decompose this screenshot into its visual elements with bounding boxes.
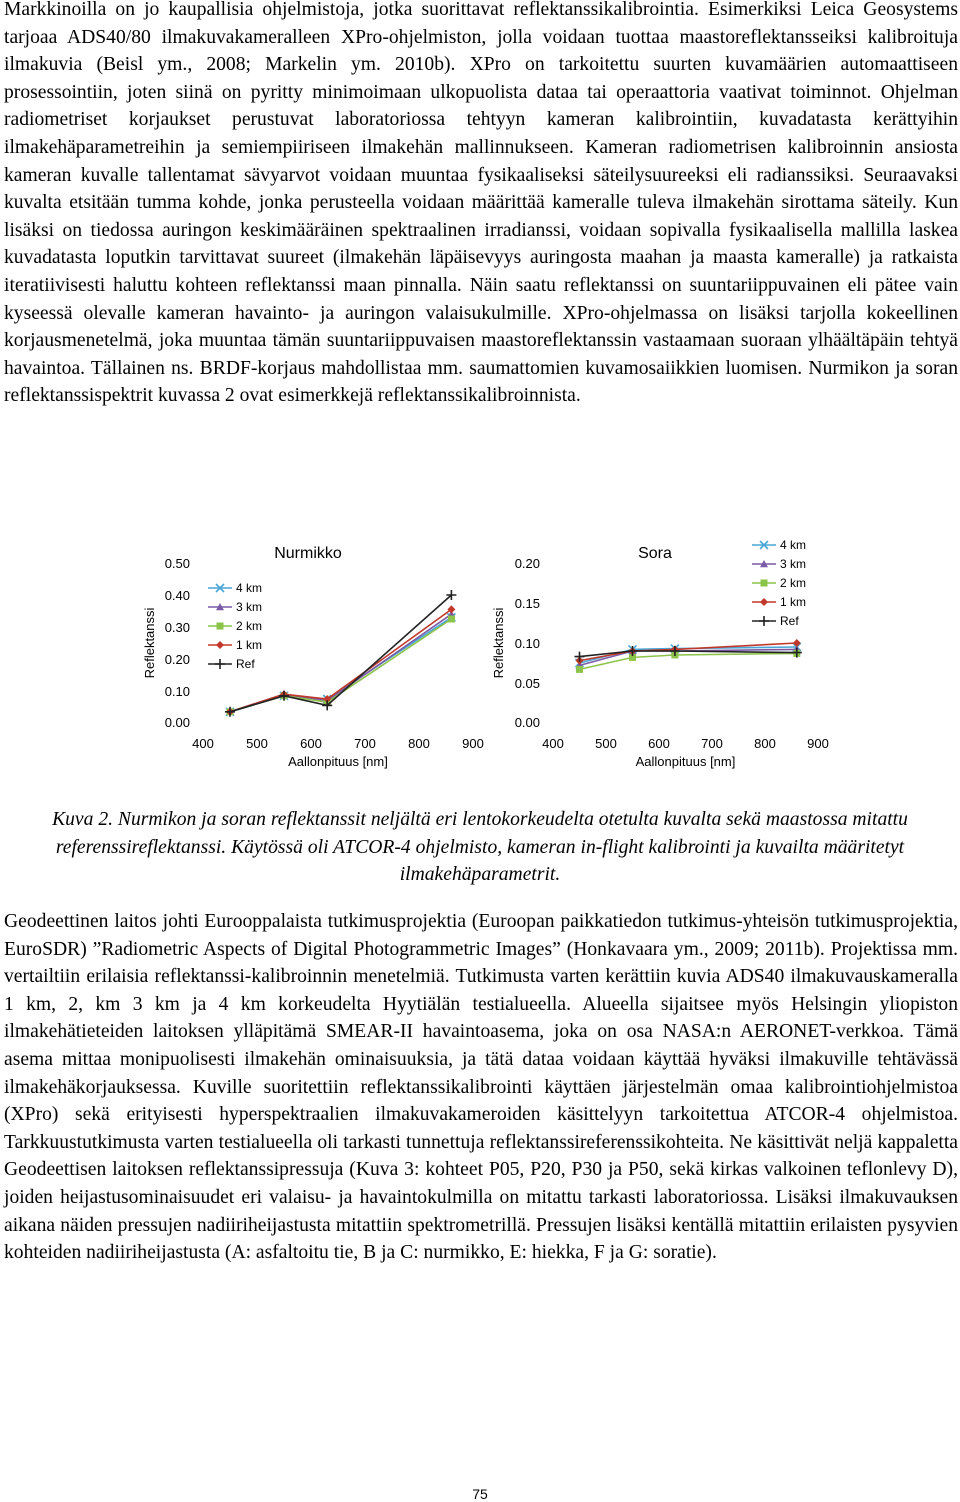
x-tick-label: 600: [300, 736, 322, 751]
chart-sora: [491, 538, 829, 769]
y-tick-label: 0.10: [514, 636, 540, 651]
legend-marker: [761, 580, 768, 587]
figure-2: [0, 528, 960, 778]
chart-title: Nurmikko: [274, 545, 342, 562]
paragraph-eurosdr: Geodeettinen laitos johti Eurooppalaista tutkimusprojektia (Euroopan paikkatiedon tutkimus-yhteisön tutkimusprojektia, EuroSDR) ”Radiometric Aspects of Digital Photogrammetric Images” (Honkavaara ym., 2009; 2011b). Projektissa mm. vertailtiin erilaisia reflektanssi-kalibroinnin menetelmiä. Tutkimusta varten kerättiin kuvia ADS40 ilmakuvauskameralla 1 km, 2, km 3 km ja 4 km korkeudelta Hyytiälän testialueella. Alueella sijaitsee myös Helsingin yliopiston ilmakehätieteiden laitoksen ylläpitämä SMEAR-II havaintoasema, joka on osa NASA:n AERONET-verkkoa. Tämä asema mittaa monipuolisesti ilmakehän ominaisuuksia, ja tätä dataa voidaan käyttää hyväksi ilmakuville tehtävässä ilmakehäkorjauksessa. Kuville suoritettiin reflektanssikalibrointi käyttäen järjestelmän omaa kalibrointiohjelmistoa (XPro) sekä erityisesti hyperspektraalien ilmakuvakameroiden käsittelyyn tarkoitettua ATCOR-4 ohjelmistoa. Tarkkuustutkimusta varten testialueella oli tarkasti tunnettuja reflektanssireferenssikohteita. Ne käsittivät neljä kappaletta Geodeettisen laitoksen reflektanssipressuja (Kuva 3: kohteet P05, P20, P30 ja P50, sekä kirkas valkoinen teflonlevy D), joiden heijastusominaisuudet eri valaisu- ja havaintokulmilla on mitattu tarkasti laboratoriossa. Lisäksi ilmakuvauksen aikana näiden pressujen nadiiriheijastusta mitattiin spektrometrillä. Pressujen lisäksi kentällä mitattiin erilaisten pysyvien kohteiden nadiiriheijastusta (A: asfaltoitu tie, B ja C: nurmikko, E: hiekka, F ja G: soratie).: [4, 911, 958, 1264]
series-line: [230, 614, 451, 712]
legend-entry: 3 km: [236, 600, 263, 614]
figure-caption: Kuva 2. Nurmikon ja soran reflektanssit neljältä eri lentokorkeudelta otetulta kuvalta sekä maastossa mitattu referenssireflektanssi. Käytössä oli ATCOR-4 ohjelmisto, kameran in-flight kalibrointi ja kuvailta määritetyt ilmakehäparametrit.: [52, 809, 908, 886]
x-axis-label: Aallonpituus [nm]: [288, 754, 388, 769]
y-axis-label: Reflektanssi: [491, 607, 506, 679]
y-tick-label: 0.30: [164, 620, 190, 635]
legend-marker: [759, 616, 769, 626]
legend-entry: 2 km: [236, 619, 263, 633]
x-tick-label: 900: [462, 736, 484, 751]
y-axis-label: Reflektanssi: [142, 607, 157, 679]
legend-marker: [216, 641, 224, 649]
legend-marker: [217, 623, 224, 630]
x-tick-label: 700: [701, 736, 723, 751]
x-tick-label: 800: [408, 736, 430, 751]
legend-marker: [760, 598, 768, 606]
legend-entry: 2 km: [780, 576, 807, 590]
x-axis-label: Aallonpituus [nm]: [635, 754, 736, 769]
x-tick-label: 500: [246, 736, 268, 751]
legend-entry: Ref: [236, 657, 255, 671]
figure-2-charts: [0, 528, 960, 778]
y-tick-label: 0.05: [514, 676, 540, 691]
x-tick-label: 900: [807, 736, 829, 751]
data-point: [793, 639, 801, 647]
legend-entry: 4 km: [780, 538, 807, 552]
x-tick-label: 600: [648, 736, 670, 751]
data-point: [448, 616, 455, 623]
legend-entry: 1 km: [780, 595, 807, 609]
y-tick-label: 0.50: [164, 556, 190, 571]
chart-nurmikko: [142, 545, 484, 769]
x-tick-label: 400: [542, 736, 564, 751]
legend-entry: 1 km: [236, 638, 263, 652]
series-line: [230, 595, 451, 712]
y-tick-label: 0.15: [514, 596, 540, 611]
legend-entry: 4 km: [236, 581, 263, 595]
y-tick-label: 0.00: [514, 715, 540, 730]
data-point: [576, 666, 583, 673]
x-tick-label: 700: [354, 736, 376, 751]
legend-entry: 3 km: [780, 557, 807, 571]
page-number: 75: [472, 1486, 488, 1502]
y-tick-label: 0.20: [164, 652, 190, 667]
y-tick-label: 0.20: [514, 556, 540, 571]
x-tick-label: 400: [192, 736, 214, 751]
y-tick-label: 0.00: [164, 715, 190, 730]
x-tick-label: 800: [754, 736, 776, 751]
series-line: [230, 617, 451, 711]
x-tick-label: 500: [595, 736, 617, 751]
legend-entry: Ref: [780, 614, 799, 628]
paragraph-intro: Markkinoilla on jo kaupallisia ohjelmistoja, jotka suorittavat reflektanssikalibrointia. Esimerkiksi Leica Geosystems tarjoaa ADS40/80 ilmakuvakameralleen XPro-ohjelmiston, jolla voidaan tuottaa maastoreflektansseiksi kalibroituja ilmakuvia (Beisl ym., 2008; Markelin ym. 2010b). XPro on tarkoitettu suurten kuvamäärien automaattiseen prosessointiin, joten siinä on pyritty minimoimaan ulkopuolista dataa tai operaattoria vaativat toiminnot. Ohjelman radiometriset korjaukset perustuvat laboratoriossa tehtyyn kameran kalibrointiin, kuvadatasta kerättyihin ilmakehäparametreihin ja semiempiiriseen ilmakehän mallinnukseen. Kameran radiometrisen kalibroinnin ansiosta kameran kuvalle tallentamat sävyarvot voidaan muuntaa fysikaaliseksi säteilysuureeksi eli radianssiksi. Seuraavaksi kuvalta etsitään tumma kohde, jonka perusteella voidaan määrittää kameralle tuleva ilmakehän sirottama säteily. Kun lisäksi on tiedossa auringon keskimääräinen spektraalinen irradianssi, voidaan sopivalla fysikaalisella mallilla laskea kuvadatasta loputkin tarvittavat suureet (ilmakehän läpäisevyys auringosta maahan ja maasta kameralle) ja ratkaista iteratiivisesti haluttu kohteen reflektanssi maan pinnalla. Näin saatu reflektanssi on suuntariippuvainen eli pätee vain kyseessä olevalle kameran havainto- ja auringon valaisukulmille. XPro-ohjelmassa on lisäksi tarjolla kokeellinen korjausmenetelmä, joka muuntaa tämän suuntariippuvaisen maastoreflektanssin vastaamaan suoraan ylhäältäpäin tehtyä havaintoa. Tällainen ns. BRDF-korjaus mahdollistaa mm. saumattomien kuvamosaiikkien luomisen. Nurmikon ja soran reflektanssispektrit kuvassa 2 ovat esimerkkejä reflektanssikalibroinnista.: [4, 0, 958, 407]
legend-marker: [215, 659, 225, 669]
y-tick-label: 0.40: [164, 588, 190, 603]
chart-title: Sora: [638, 545, 672, 562]
y-tick-label: 0.10: [164, 684, 190, 699]
